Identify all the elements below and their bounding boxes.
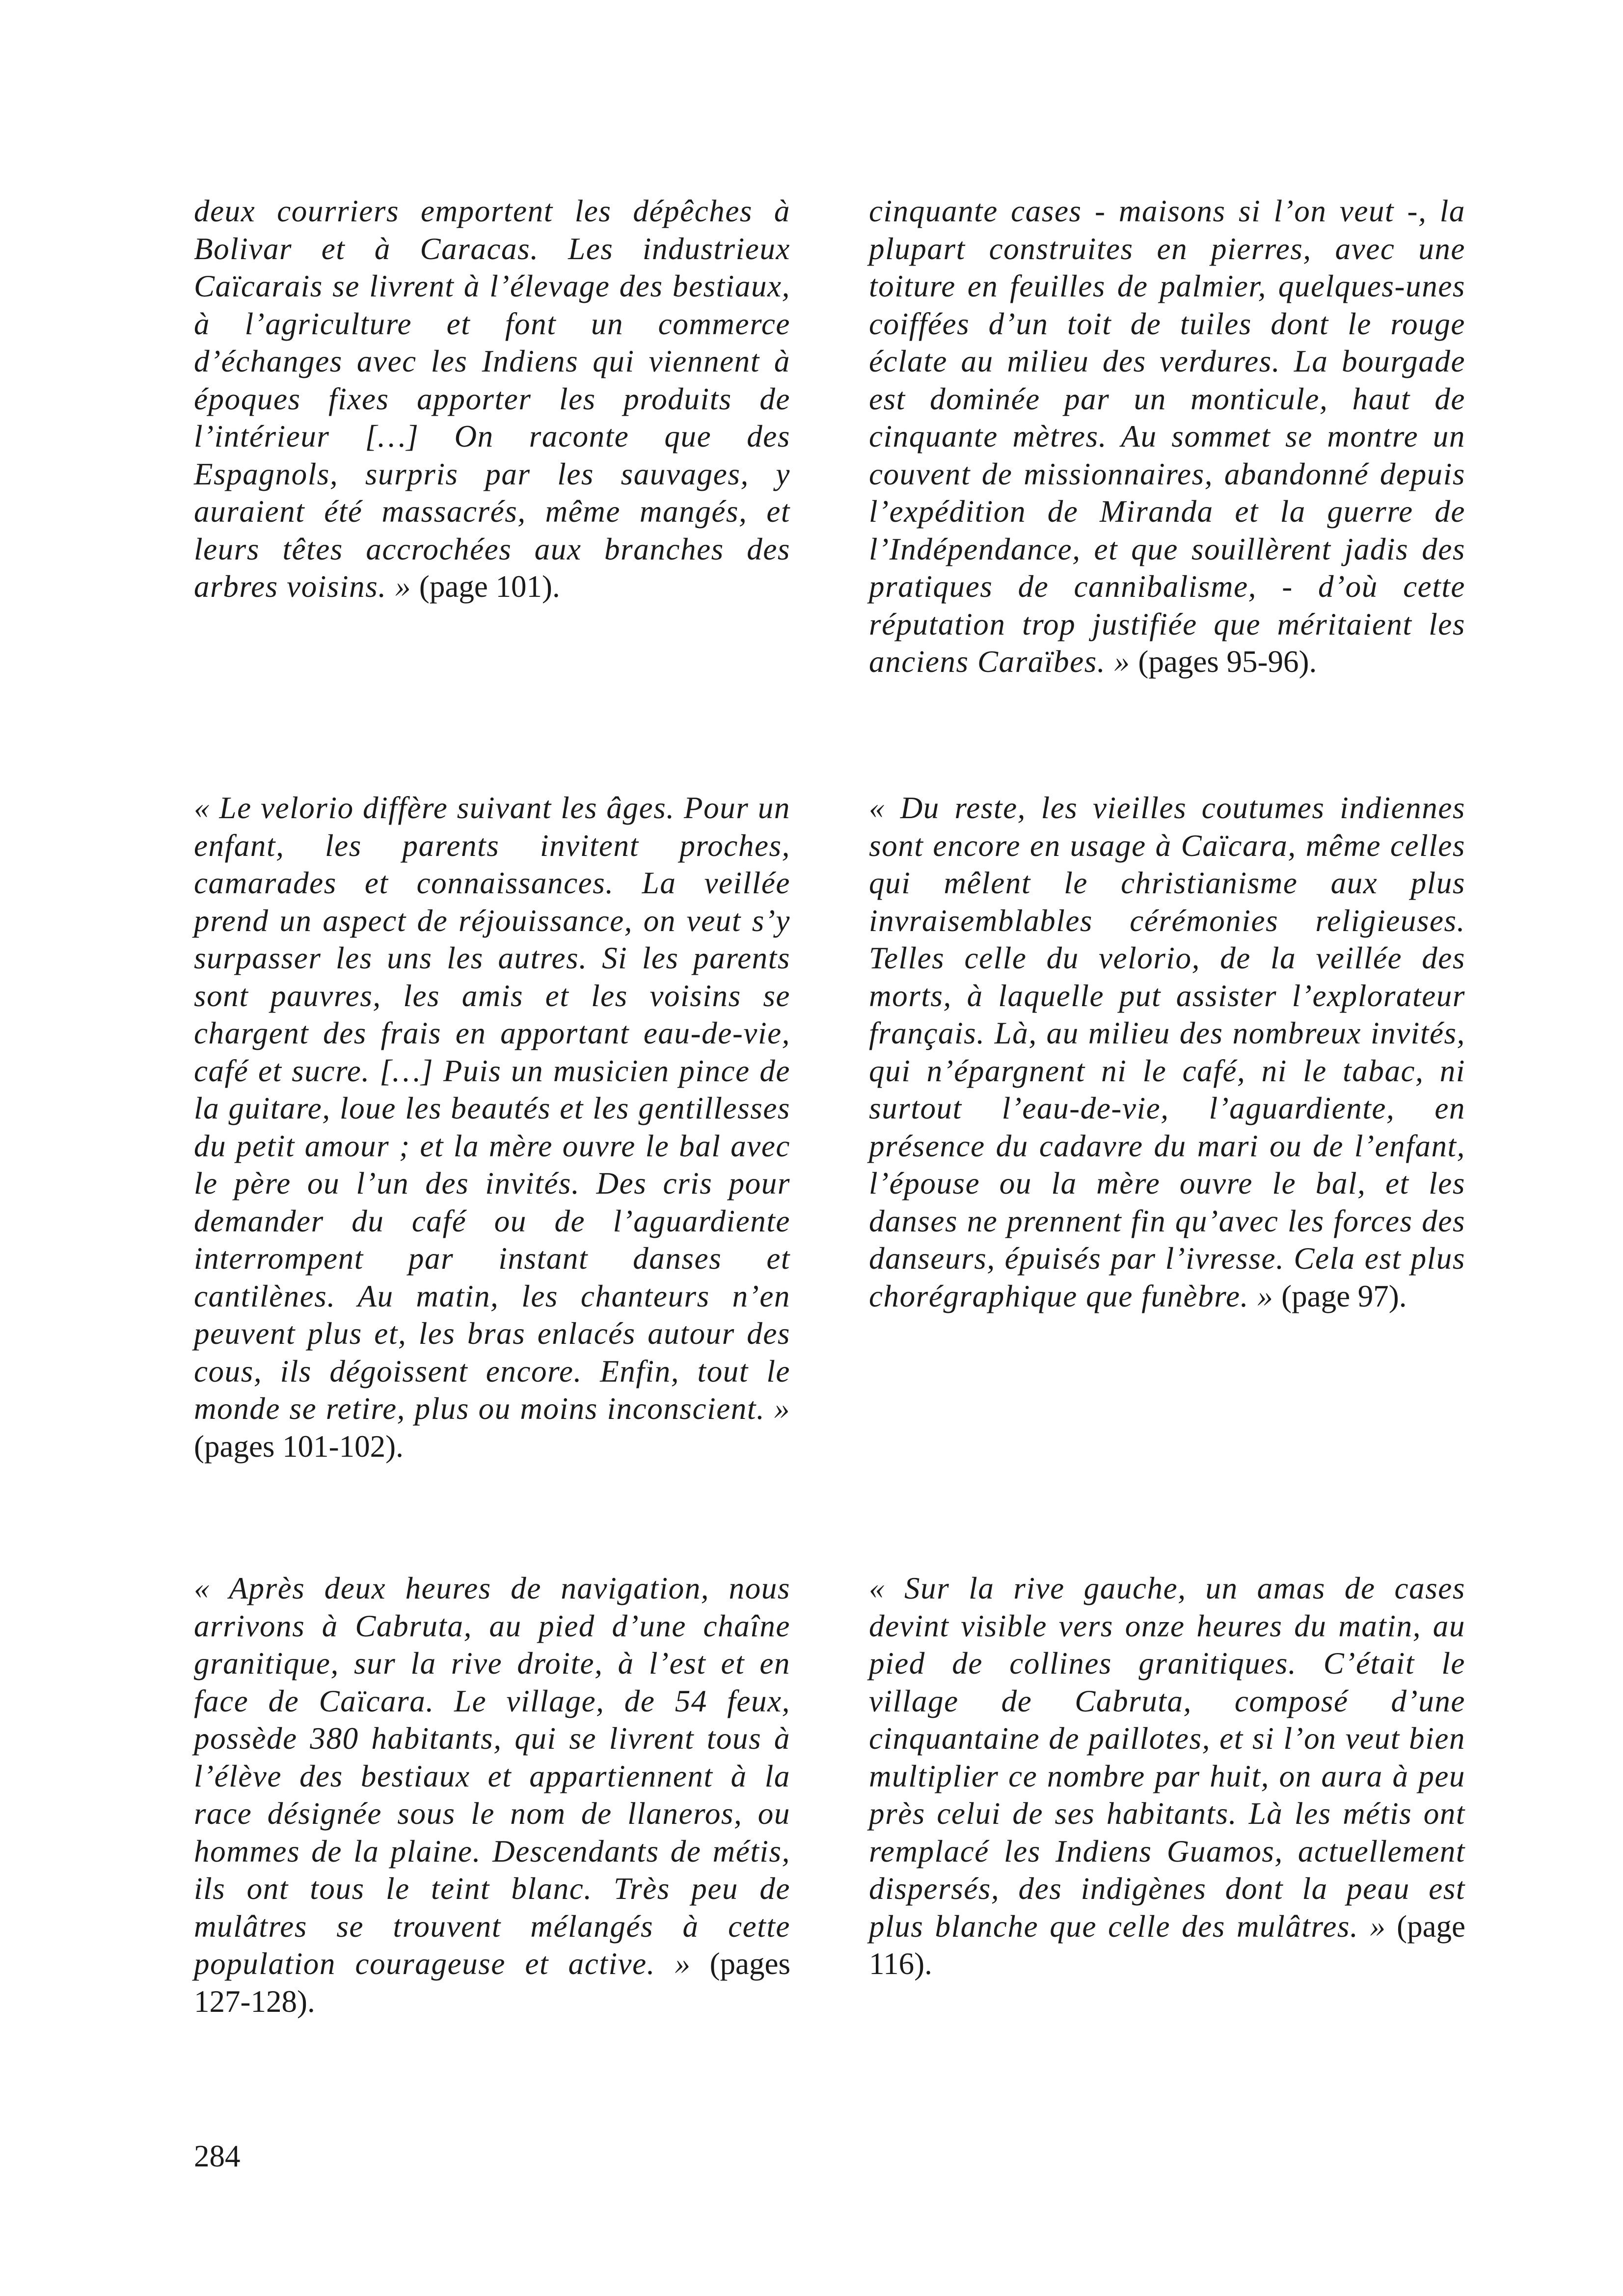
paragraph-row-1	[194, 192, 1465, 681]
page-reference: (page 116).	[869, 1909, 1465, 1981]
quote-text: deux courriers emportent les dépêches à Bolivar et à Caracas. Les industrieux Caïcarais se livrent à l’élevage des bestiaux, à l’agriculture et font un commerce d’échanges avec les Indiens qui viennent à époques fixes apporter les produits de l’intérieur […] On raconte que des Espagnols, surpris par les sauvages, y auraient été massacrés, même mangés, et leurs têtes accrochées aux branches des arbres voisins. »	[194, 194, 790, 604]
left-column-paragraph-1	[194, 192, 790, 606]
page-reference: (pages 95-96).	[1130, 644, 1317, 679]
page-reference: (page 97).	[1273, 1279, 1407, 1313]
left-column-paragraph-3	[194, 1570, 790, 2020]
quote-text: « Après deux heures de navigation, nous arrivons à Cabruta, au pied d’une chaîne granitique, sur la rive droite, à l’est et en face de Caïcara. Le village, de 54 feux, possède 380 habitants, qui se livrent tous à l’élève des bestiaux et appartiennent à la race désignée sous le nom de llaneros, ou hommes de la plaine. Descendants de métis, ils ont tous le teint blanc. Très peu de mulâtres se trouvent mélangés à cette population courageuse et active. »	[194, 1571, 790, 1981]
quote-text: « Sur la rive gauche, un amas de cases devint visible vers onze heures du matin, au pied de collines granitiques. C’était le village de Cabruta, composé d’une cinquantaine de paillotes, et si l’on veut bien multiplier ce nombre par huit, on aura à peu près celui de ses habitants. Là les métis ont remplacé les Indiens Guamos, actuellement dispersés, des indigènes dont la peau est plus blanche que celle des mulâtres. »	[869, 1571, 1465, 1944]
page-reference: (pages 101-102).	[194, 1429, 404, 1464]
left-column-paragraph-2	[194, 789, 790, 1465]
quote-text: « Le velorio diffère suivant les âges. Pour un enfant, les parents invitent proches, camarades et connaissances. La veillée prend un aspect de réjouissance, on veut s’y surpasser les uns les autres. Si les parents sont pauvres, les amis et les voisins se chargent des frais en apportant eau-de-vie, café et sucre. […] Puis un musicien pince de la guitare, loue les beautés et les gentillesses du petit amour ; et la mère ouvre le bal avec le père ou l’un des invités. Des cris pour demander du café ou de l’aguardiente interrompent par instant danses et cantilènes. Au matin, les chanteurs n’en peuvent plus et, les bras enlacés autour des cous, ils dégoissent encore. Enfin, tout le monde se retire, plus ou moins inconscient. »	[194, 791, 790, 1426]
right-column-paragraph-1	[869, 192, 1465, 681]
quote-text: cinquante cases - maisons si l’on veut -, la plupart construites en pierres, avec une toiture en feuilles de palmier, quelques-unes coiffées d’un toit de tuiles dont le rouge éclate au milieu des verdures. La bourgade est dominée par un monticule, haut de cinquante mètres. Au sommet se montre un couvent de missionnaires, abandonné depuis l’expédition de Miranda et la guerre de l’Indépendance, et que souillèrent jadis des pratiques de cannibalisme, - d’où cette réputation trop justifiée que méritaient les anciens Caraïbes. »	[869, 194, 1465, 679]
page-reference: (pages 127-128).	[194, 1947, 791, 2019]
page-reference: (page 101).	[411, 569, 560, 604]
page-number: 284	[194, 2139, 241, 2173]
right-column-paragraph-3	[869, 1570, 1465, 1983]
paragraph-row-2	[194, 789, 1465, 1465]
paragraph-row-3	[194, 1570, 1465, 2020]
quote-text: « Du reste, les vieilles coutumes indiennes sont encore en usage à Caïcara, même celles qui mêlent le christianisme aux plus invraisemblables cérémonies religieuses. Telles celle du velorio, de la veillée des morts, à laquelle put assister l’explorateur français. Là, au milieu des nombreux invités, qui n’épargnent ni le café, ni le tabac, ni surtout l’eau-de-vie, l’aguardiente, en présence du cadavre du mari ou de l’enfant, l’épouse ou la mère ouvre le bal, et les danses ne prennent fin qu’avec les forces des danseurs, épuisés par l’ivresse. Cela est plus chorégraphique que funèbre. »	[869, 791, 1465, 1313]
right-column-paragraph-2	[869, 789, 1465, 1315]
